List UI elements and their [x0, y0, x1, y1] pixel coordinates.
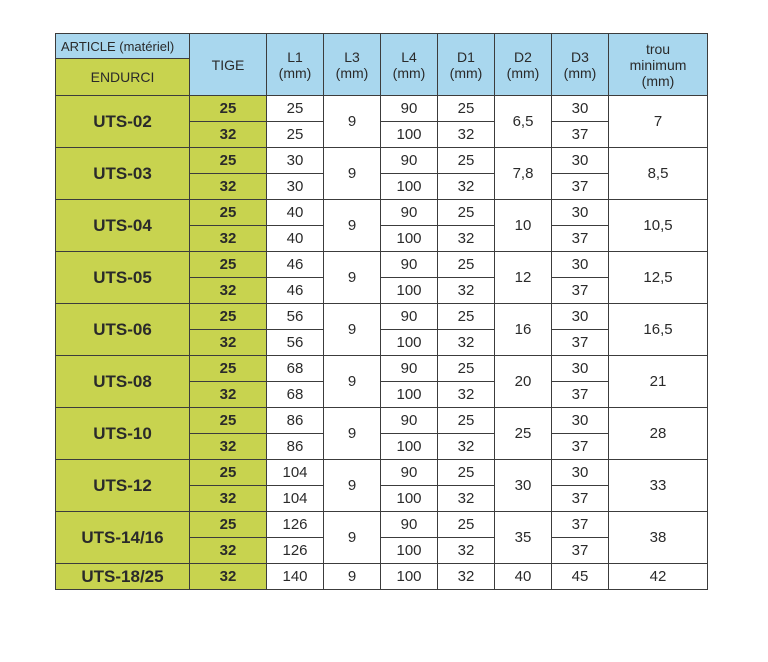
header-d3: D3 (mm) — [552, 34, 609, 96]
d3-cell: 37 — [552, 278, 609, 304]
l1-cell: 86 — [267, 434, 324, 460]
trou-cell: 38 — [609, 512, 708, 564]
l1-cell: 104 — [267, 486, 324, 512]
tige-cell: 32 — [190, 486, 267, 512]
l1-cell: 68 — [267, 356, 324, 382]
l3-cell: 9 — [324, 564, 381, 590]
l1-cell: 30 — [267, 148, 324, 174]
d1-cell: 32 — [438, 330, 495, 356]
article-cell: UTS-02 — [56, 96, 190, 148]
l1-cell: 140 — [267, 564, 324, 590]
d3-cell: 37 — [552, 330, 609, 356]
l4-cell: 100 — [381, 486, 438, 512]
tige-cell: 25 — [190, 252, 267, 278]
d1-cell: 25 — [438, 148, 495, 174]
d3-cell: 30 — [552, 408, 609, 434]
tige-cell: 32 — [190, 434, 267, 460]
l3-cell: 9 — [324, 512, 381, 564]
table-row — [56, 564, 708, 590]
d1-cell: 32 — [438, 434, 495, 460]
d1-cell: 25 — [438, 460, 495, 486]
l3-cell: 9 — [324, 408, 381, 460]
d1-cell: 32 — [438, 564, 495, 590]
trou-cell: 7 — [609, 96, 708, 148]
table-row — [56, 460, 708, 486]
l1-cell: 40 — [267, 200, 324, 226]
l1-cell: 30 — [267, 174, 324, 200]
l4-cell: 100 — [381, 330, 438, 356]
d3-cell: 30 — [552, 148, 609, 174]
table-row — [56, 96, 708, 122]
l1-cell: 126 — [267, 512, 324, 538]
d2-cell: 6,5 — [495, 96, 552, 148]
d3-cell: 37 — [552, 174, 609, 200]
l4-cell: 100 — [381, 226, 438, 252]
header-article: ARTICLE (matériel) — [56, 34, 190, 59]
d2-cell: 12 — [495, 252, 552, 304]
trou-cell: 10,5 — [609, 200, 708, 252]
l3-cell: 9 — [324, 252, 381, 304]
l1-cell: 56 — [267, 330, 324, 356]
d1-cell: 32 — [438, 174, 495, 200]
trou-cell: 33 — [609, 460, 708, 512]
d2-cell: 16 — [495, 304, 552, 356]
l1-cell: 40 — [267, 226, 324, 252]
d3-cell: 30 — [552, 304, 609, 330]
trou-cell: 42 — [609, 564, 708, 590]
d1-cell: 25 — [438, 304, 495, 330]
d2-cell: 35 — [495, 512, 552, 564]
d3-cell: 37 — [552, 538, 609, 564]
d1-cell: 32 — [438, 122, 495, 148]
tige-cell: 25 — [190, 356, 267, 382]
tige-cell: 25 — [190, 460, 267, 486]
l4-cell: 90 — [381, 356, 438, 382]
table-row — [56, 148, 708, 174]
l4-cell: 100 — [381, 278, 438, 304]
l4-cell: 90 — [381, 148, 438, 174]
d3-cell: 37 — [552, 122, 609, 148]
d3-cell: 37 — [552, 486, 609, 512]
article-cell: UTS-08 — [56, 356, 190, 408]
d2-cell: 7,8 — [495, 148, 552, 200]
trou-cell: 21 — [609, 356, 708, 408]
tige-cell: 25 — [190, 512, 267, 538]
l4-cell: 100 — [381, 538, 438, 564]
d1-cell: 32 — [438, 278, 495, 304]
tige-cell: 32 — [190, 538, 267, 564]
d1-cell: 25 — [438, 512, 495, 538]
l1-cell: 104 — [267, 460, 324, 486]
d1-cell: 25 — [438, 96, 495, 122]
spec-table-body — [56, 96, 708, 590]
d1-cell: 32 — [438, 538, 495, 564]
d1-cell: 25 — [438, 408, 495, 434]
tige-cell: 25 — [190, 148, 267, 174]
header-tige: TIGE — [190, 34, 267, 96]
d1-cell: 32 — [438, 226, 495, 252]
header-l4: L4 (mm) — [381, 34, 438, 96]
d2-cell: 20 — [495, 356, 552, 408]
l4-cell: 90 — [381, 512, 438, 538]
l1-cell: 46 — [267, 278, 324, 304]
tige-cell: 32 — [190, 382, 267, 408]
d2-cell: 30 — [495, 460, 552, 512]
d3-cell: 37 — [552, 434, 609, 460]
l3-cell: 9 — [324, 460, 381, 512]
l4-cell: 100 — [381, 434, 438, 460]
header-trou: trou minimum (mm) — [609, 34, 708, 96]
trou-cell: 8,5 — [609, 148, 708, 200]
l4-cell: 90 — [381, 304, 438, 330]
l1-cell: 25 — [267, 122, 324, 148]
article-cell: UTS-12 — [56, 460, 190, 512]
tige-cell: 32 — [190, 564, 267, 590]
l1-cell: 56 — [267, 304, 324, 330]
tige-cell: 32 — [190, 330, 267, 356]
l3-cell: 9 — [324, 356, 381, 408]
article-cell: UTS-05 — [56, 252, 190, 304]
tige-cell: 32 — [190, 278, 267, 304]
spec-table — [55, 33, 708, 590]
d1-cell: 32 — [438, 382, 495, 408]
d3-cell: 37 — [552, 226, 609, 252]
header-l3: L3 (mm) — [324, 34, 381, 96]
trou-cell: 28 — [609, 408, 708, 460]
l1-cell: 86 — [267, 408, 324, 434]
d2-cell: 25 — [495, 408, 552, 460]
table-row — [56, 200, 708, 226]
d2-cell: 10 — [495, 200, 552, 252]
d3-cell: 45 — [552, 564, 609, 590]
l4-cell: 90 — [381, 252, 438, 278]
d1-cell: 25 — [438, 252, 495, 278]
header-d1: D1 (mm) — [438, 34, 495, 96]
d3-cell: 30 — [552, 252, 609, 278]
d2-cell: 40 — [495, 564, 552, 590]
table-row — [56, 408, 708, 434]
tige-cell: 32 — [190, 122, 267, 148]
tige-cell: 25 — [190, 96, 267, 122]
d3-cell: 30 — [552, 460, 609, 486]
d3-cell: 37 — [552, 382, 609, 408]
tige-cell: 32 — [190, 226, 267, 252]
article-cell: UTS-18/25 — [56, 564, 190, 590]
tige-cell: 25 — [190, 200, 267, 226]
article-cell: UTS-14/16 — [56, 512, 190, 564]
d1-cell: 25 — [438, 356, 495, 382]
tige-cell: 25 — [190, 304, 267, 330]
trou-cell: 12,5 — [609, 252, 708, 304]
d3-cell: 30 — [552, 96, 609, 122]
article-cell: UTS-10 — [56, 408, 190, 460]
l1-cell: 68 — [267, 382, 324, 408]
l1-cell: 126 — [267, 538, 324, 564]
spec-table-container — [55, 33, 708, 590]
d3-cell: 30 — [552, 200, 609, 226]
l3-cell: 9 — [324, 200, 381, 252]
l4-cell: 100 — [381, 382, 438, 408]
tige-cell: 25 — [190, 408, 267, 434]
l4-cell: 90 — [381, 460, 438, 486]
d1-cell: 32 — [438, 486, 495, 512]
l4-cell: 90 — [381, 200, 438, 226]
l4-cell: 90 — [381, 408, 438, 434]
l4-cell: 100 — [381, 122, 438, 148]
l4-cell: 90 — [381, 96, 438, 122]
article-cell: UTS-03 — [56, 148, 190, 200]
l4-cell: 100 — [381, 174, 438, 200]
d3-cell: 30 — [552, 356, 609, 382]
header-d2: D2 (mm) — [495, 34, 552, 96]
l3-cell: 9 — [324, 304, 381, 356]
header-l1: L1 (mm) — [267, 34, 324, 96]
d3-cell: 37 — [552, 512, 609, 538]
article-cell: UTS-04 — [56, 200, 190, 252]
d1-cell: 25 — [438, 200, 495, 226]
table-row — [56, 356, 708, 382]
l4-cell: 100 — [381, 564, 438, 590]
table-row — [56, 252, 708, 278]
article-cell: UTS-06 — [56, 304, 190, 356]
l3-cell: 9 — [324, 148, 381, 200]
table-row — [56, 512, 708, 538]
table-row — [56, 304, 708, 330]
l3-cell: 9 — [324, 96, 381, 148]
header-endurci: ENDURCI — [56, 59, 190, 96]
l1-cell: 25 — [267, 96, 324, 122]
l1-cell: 46 — [267, 252, 324, 278]
trou-cell: 16,5 — [609, 304, 708, 356]
tige-cell: 32 — [190, 174, 267, 200]
